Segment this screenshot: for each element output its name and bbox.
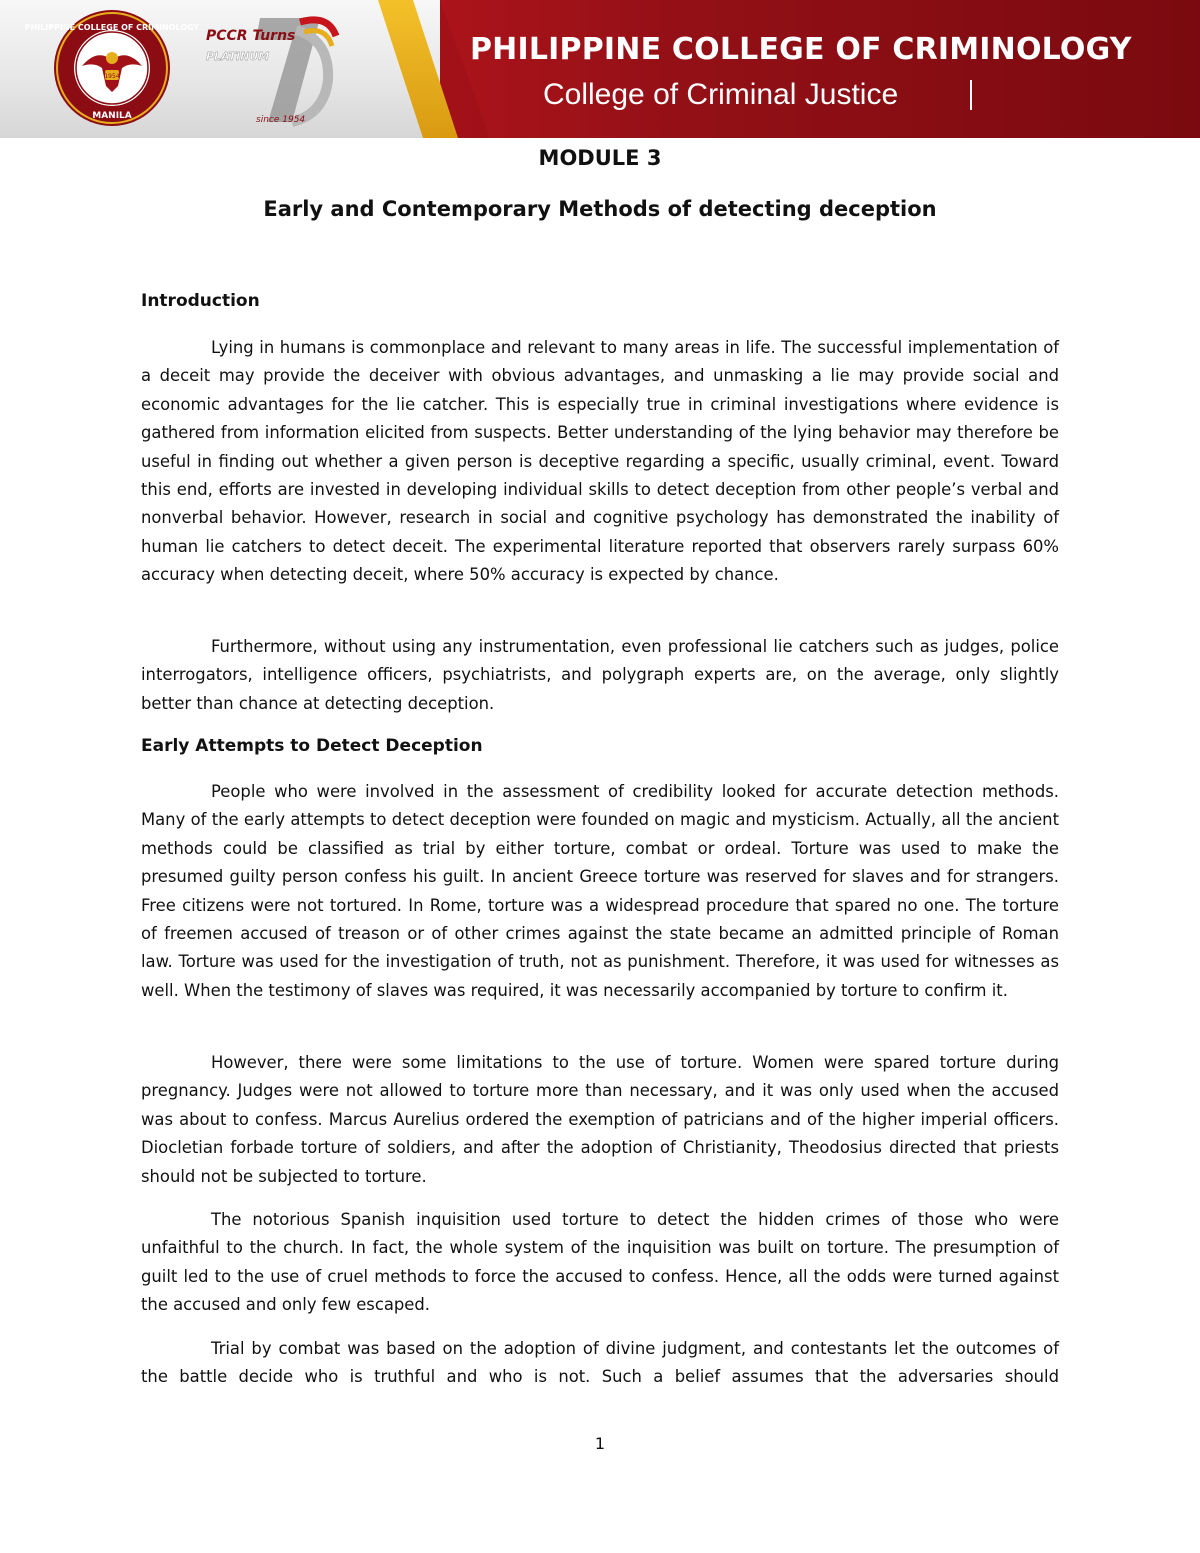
anniversary-since: since 1954 <box>256 115 306 125</box>
college-name: PHILIPPINE COLLEGE OF CRIMINOLOGY <box>470 32 1132 67</box>
banner-red-panel <box>400 0 1200 138</box>
seal-ring-text: PHILIPPINE COLLEGE OF CRIMINOLOGY <box>24 23 200 32</box>
early-paragraph-4: Trial by combat was based on the adoption of divine judgment, and contestants let the outcomes of the battle decide who is truthful and who is not. Such a belief assumes that the adversaries should <box>141 1339 1059 1387</box>
department-name: College of Criminal Justice <box>543 78 899 111</box>
early-paragraph-1: People who were involved in the assessment of credibility looked for accurate detection methods. Many of the early attempts to detect deception were founded on magic and mysticism. Actually, all the ancient methods could be classified as trial by either torture, combat or ordeal. Torture was used to make the presumed guilty person confess his guilt. In ancient Greece torture was reserved for slaves and for strangers. Free citizens were not tortured. In Rome, torture was a widespread procedure that spared no one. The torture of freemen accused of treason or of other crimes against the state became an admitted principle of Roman law. Torture was used for the investigation of truth, not as punishment. Therefore, it was used for witnesses as well. When the testimony of slaves was required, it was necessarily accompanied by torture to confirm it. <box>141 782 1059 1000</box>
introduction-paragraph-2: Furthermore, without using any instrumentation, even professional lie catchers such as judges, police interrogators, intelligence officers, psychiatrists, and polygraph experts are, on the average, only slightly better than chance at detecting deception. <box>141 637 1059 713</box>
college-seal-logo <box>24 8 200 128</box>
early-paragraph-2: However, there were some limitations to the use of torture. Women were spared torture during pregnancy. Judges were not allowed to torture more than necessary, and it was only used when the accused was about to confess. Marcus Aurelius ordered the exemption of patricians and of the higher imperial officers. Diocletian forbade torture of soldiers, and after the adoption of Christianity, Theodosius directed that priests should not be subjected to torture. <box>141 1053 1059 1186</box>
anniversary-line1: PCCR Turns <box>206 28 296 44</box>
banner-divider <box>970 80 972 110</box>
page-number: 1 <box>594 1434 606 1453</box>
early-attempts-heading: Early Attempts to Detect Deception <box>141 736 483 756</box>
anniversary-logo <box>200 10 352 161</box>
seal-location: MANILA <box>92 111 132 121</box>
seal-year: 1954 <box>104 73 120 80</box>
anniversary-number: 70 <box>350 160 352 161</box>
introduction-heading: Introduction <box>141 291 260 311</box>
early-paragraph-3: The notorious Spanish inquisition used torture to detect the hidden crimes of those who were unfaithful to the church. In fact, the whole system of the inquisition was built on torture. The presumption of guilt led to the use of cruel methods to force the accused to confess. Hence, all the odds were turned against the accused and only few escaped. <box>141 1210 1059 1315</box>
introduction-paragraph-1: Lying in humans is commonplace and relevant to many areas in life. The successful implementation of a deceit may provide the deceiver with obvious advantages, and unmasking a lie may provide social and economic advantages for the lie catcher. This is especially true in criminal investigations where evidence is gathered from information elicited from suspects. Better understanding of the lying behavior may therefore be useful in finding out whether a given person is deceptive regarding a specific, usually criminal, event. Toward this end, efforts are invested in developing individual skills to detect deception from other people’s verbal and nonverbal behavior. However, research in social and cognitive psychology has demonstrated the inability of human lie catchers to detect deceit. The experimental literature reported that observers rarely surpass 60% accuracy when detecting deceit, where 50% accuracy is expected by chance. <box>141 338 1059 585</box>
document-title: Early and Contemporary Methods of detecting deception <box>263 197 937 221</box>
anniversary-line2: PLATINUM <box>206 50 270 63</box>
module-number: MODULE 3 <box>538 146 662 170</box>
